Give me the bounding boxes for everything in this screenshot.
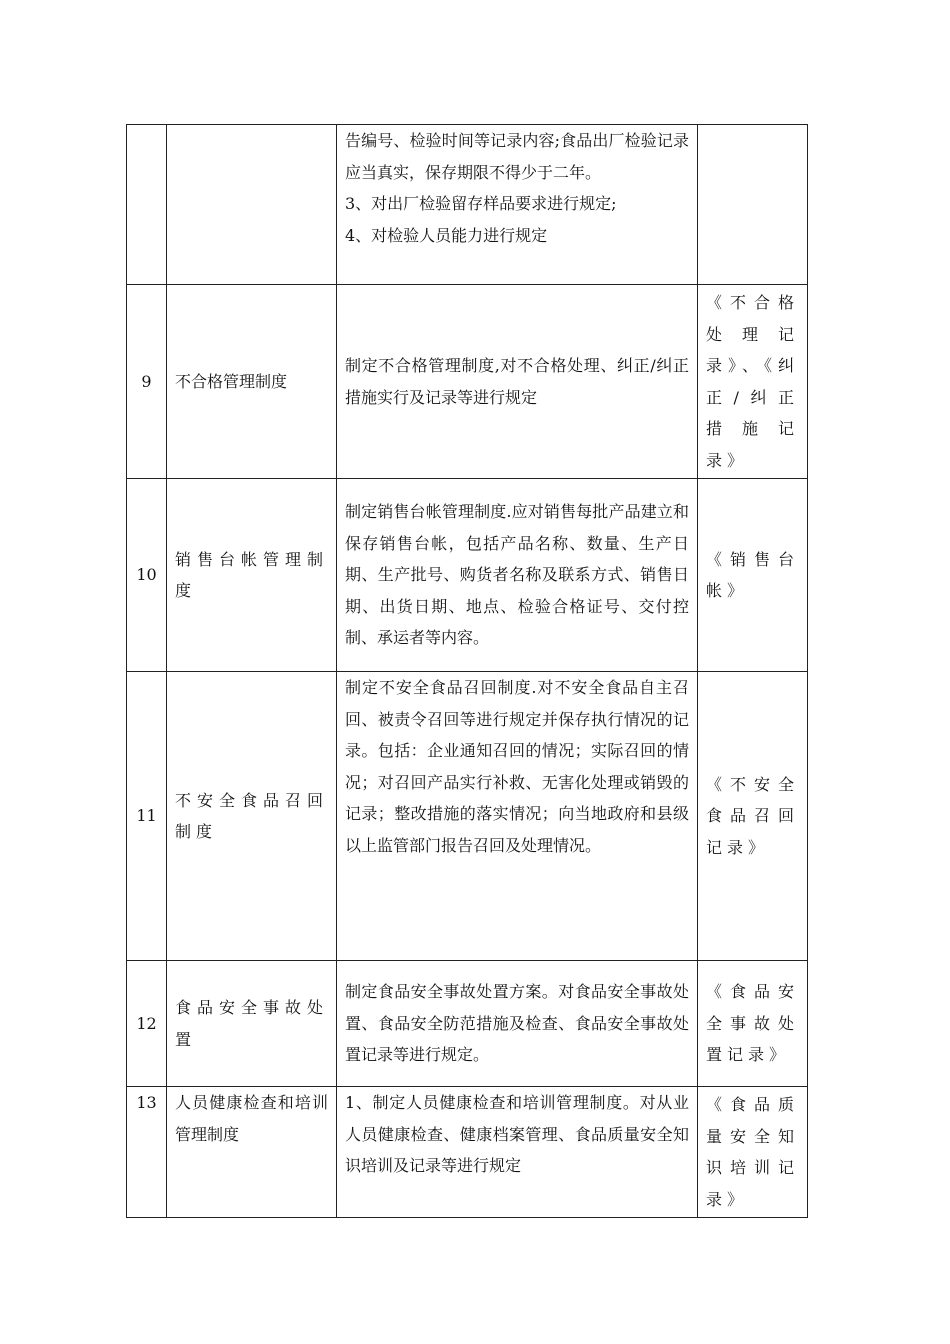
system-name: 销售台帐管理制度: [167, 479, 337, 672]
requirement-content: [337, 285, 698, 479]
content-paragraph: 1、制定人员健康检查和培训管理制度。对从业人员健康检查、健康档案管理、食品质量安全知识培训及记录等进行规定: [345, 1093, 689, 1175]
table-row: [127, 961, 808, 1087]
regulation-table: [126, 124, 808, 1218]
table-row: [127, 672, 808, 961]
system-name: 人员健康检查和培训管理制度: [167, 1087, 337, 1218]
content-paragraph: 制定不合格管理制度,对不合格处理、纠正/纠正措施实行及记录等进行规定: [345, 356, 689, 407]
content-paragraph: 3、对出厂检验留存样品要求进行规定;: [345, 194, 617, 213]
record-name: 《销售台帐》: [698, 479, 808, 672]
row-number: [127, 125, 167, 285]
system-name: 不合格管理制度: [167, 285, 337, 479]
requirement-content: [337, 1087, 698, 1218]
table-row: [127, 285, 808, 479]
content-paragraph: 制定不安全食品召回制度.对不安全食品自主召回、被责令召回等进行规定并保存执行情况的记录。包括：企业通知召回的情况；实际召回的情况；对召回产品实行补救、无害化处理或销毁的记录；整改措施的落实情况；向当地政府和县级以上监管部门报告召回及处理情况。: [345, 678, 689, 855]
content-paragraph: 制定销售台帐管理制度.应对销售每批产品建立和保存销售台帐，包括产品名称、数量、生产日期、生产批号、购货者名称及联系方式、销售日期、出货日期、地点、检验合格证号、交付控制、承运者等内容。: [345, 502, 689, 648]
row-number: 13: [127, 1087, 167, 1218]
system-name: [167, 125, 337, 285]
record-name: 《不合格处理记录》、《纠正/纠正措施记录》: [698, 285, 808, 479]
row-number: 10: [127, 479, 167, 672]
system-name: 食品安全事故处置: [167, 961, 337, 1087]
row-number: 9: [127, 285, 167, 479]
row-number: 11: [127, 672, 167, 961]
content-paragraph: 制定食品安全事故处置方案。对食品安全事故处置、食品安全防范措施及检查、食品安全事故处置记录等进行规定。: [345, 982, 689, 1065]
requirement-content: [337, 125, 698, 285]
record-name: 《食品安全事故处置记录》: [698, 961, 808, 1087]
content-paragraph: 告编号、检验时间等记录内容;食品出厂检验记录应当真实，保存期限不得少于二年。: [345, 131, 689, 182]
requirement-content: [337, 672, 698, 961]
record-name: 《不安全食品召回记录》: [698, 672, 808, 961]
content-paragraph: 4、对检验人员能力进行规定: [345, 225, 548, 245]
row-number: 12: [127, 961, 167, 1087]
requirement-content: [337, 961, 698, 1087]
table-row: [127, 1087, 808, 1218]
requirement-content: [337, 479, 698, 672]
record-name: [698, 125, 808, 285]
record-name: 《食品质量安全知识培训记录》: [698, 1087, 808, 1218]
table-row: [127, 479, 808, 672]
system-name: 不安全食品召回制度: [167, 672, 337, 961]
table-row: [127, 125, 808, 285]
